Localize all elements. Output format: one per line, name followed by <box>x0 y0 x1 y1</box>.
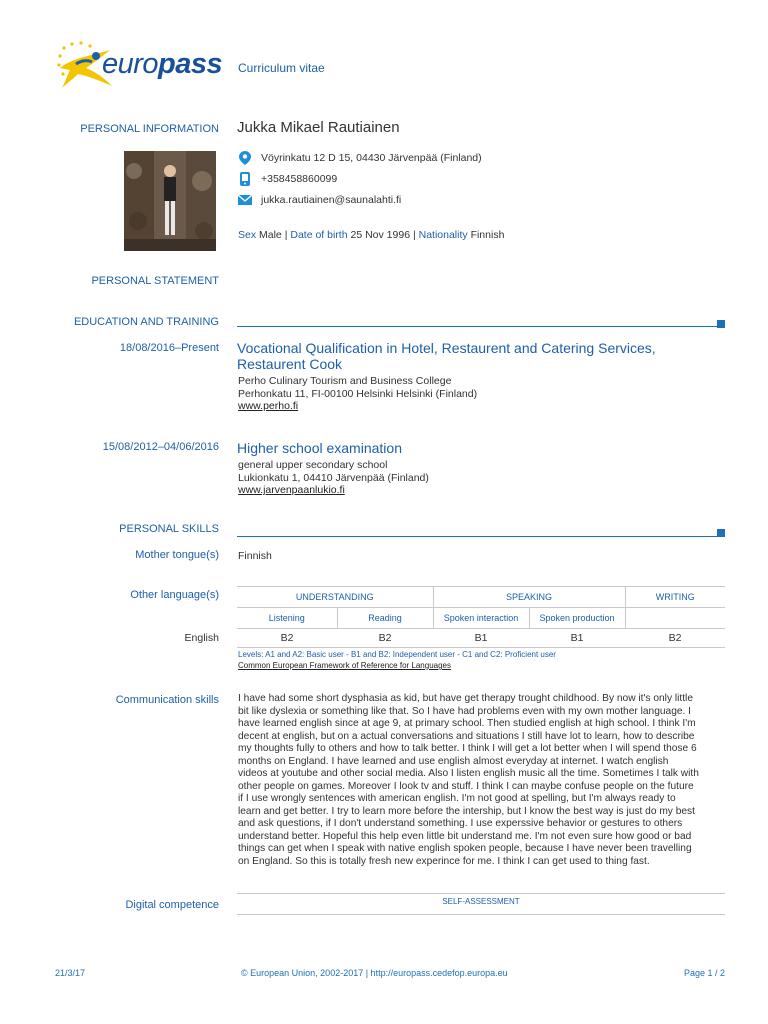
email-address[interactable]: jukka.rautiainen@saunalahti.fi <box>261 194 402 206</box>
europass-logo <box>52 38 222 90</box>
section-divider-marker <box>717 320 725 328</box>
personal-details-line <box>238 229 504 241</box>
text-line: learn and get better. I try to learn more before the intership, but I know the best way is just do my best <box>238 805 695 817</box>
separator: | <box>284 229 288 241</box>
logo-text-euro: euro <box>102 48 159 80</box>
profile-photo-image <box>124 151 216 251</box>
section-label-personal-skills: PERSONAL SKILLS <box>119 523 219 535</box>
self-assessment-label: SELF-ASSESSMENT <box>442 897 520 906</box>
text-line: on England. So this is totally fresh new experince for me. I think I can get used to thing fast. <box>238 855 650 867</box>
dob-label: Date of birth <box>290 229 348 241</box>
text-line: have learned english since at age 9, at primary school. Then studied english at high school. I think I'm <box>238 718 696 729</box>
english-writing: B2 <box>625 629 725 648</box>
section-label-education: EDUCATION AND TRAINING <box>73 316 219 328</box>
mother-tongue-label: Mother tongue(s) <box>135 549 219 561</box>
separator: | <box>412 229 416 241</box>
phone-row <box>238 172 337 186</box>
address-row <box>238 151 482 165</box>
education-title-2: Higher school examination <box>237 440 402 456</box>
education-link-1[interactable]: www.perho.fi <box>238 400 299 412</box>
education-dates-1: 18/08/2016–Present <box>119 342 219 354</box>
section-divider <box>237 536 717 537</box>
education-institution-2: general upper secondary school <box>238 459 388 471</box>
education-title-1-line1: Vocational Qualification in Hotel, Restaurent and Catering Services, <box>237 340 656 356</box>
section-divider-marker <box>717 529 725 537</box>
subheader-listening: Listening <box>237 608 337 629</box>
nationality-label: Nationality <box>418 229 468 241</box>
text-line: my thoughts fully to others and how to talk better. I think I will get a lot better when I will spend those 6 <box>238 743 697 754</box>
education-address-1: Perhonkatu 11, FI-00100 Helsinki Helsinki (Finland) <box>238 387 478 400</box>
table-row <box>237 629 725 648</box>
mother-tongue-value: Finnish <box>238 550 272 562</box>
text-line: months on England. I have learned and use english almost everyday at internet. I watch english <box>238 755 669 767</box>
subheader-spoken-interaction: Spoken interaction <box>433 608 529 629</box>
text-line: things can get when I speak with native english spoken people, because I have never been travelling <box>238 843 692 854</box>
text-line: if I use wrongly sentences with american english. I'm not good at spelling, but I'm always ready to <box>238 793 676 804</box>
subheader-writing-empty <box>625 608 725 629</box>
person-name: Jukka Mikael Rautiainen <box>237 119 400 136</box>
education-details-2 <box>238 459 429 497</box>
communication-skills-text <box>238 693 728 868</box>
footer-date: 21/3/17 <box>55 968 86 978</box>
education-title-1-line2: Restaurent Cook <box>237 356 343 372</box>
education-link-2[interactable]: www.jarvenpaanlukio.fi <box>238 484 345 496</box>
communication-skills-label: Communication skills <box>115 694 219 706</box>
english-reading: B2 <box>337 629 433 648</box>
education-title-1 <box>237 340 656 372</box>
email-row <box>238 193 401 207</box>
section-label-personal-information: PERSONAL INFORMATION <box>80 123 219 135</box>
subheader-reading: Reading <box>337 608 433 629</box>
section-divider <box>237 326 717 327</box>
logo-text-pass: pass <box>158 48 223 80</box>
language-table-subheaders <box>237 608 725 629</box>
text-line: I have had some short dysphasia as kid, but have get therapy trought childhood. By now it's only little <box>238 693 693 704</box>
english-spoken-production: B1 <box>529 629 625 648</box>
phone-number[interactable]: +358458860099 <box>261 173 338 185</box>
subheader-spoken-production: Spoken production <box>529 608 625 629</box>
profile-photo <box>124 151 216 251</box>
sex-label: Sex <box>238 229 257 241</box>
group-understanding: UNDERSTANDING <box>237 587 433 608</box>
english-listening: B2 <box>237 629 337 648</box>
education-dates-2: 15/08/2012–04/06/2016 <box>102 441 219 453</box>
language-skills-table <box>237 586 725 648</box>
education-details-1 <box>238 375 477 413</box>
nationality-value: Finnish <box>470 229 505 241</box>
group-writing: WRITING <box>625 587 725 608</box>
location-pin-icon <box>238 151 252 165</box>
text-line: bit like dyslexia or something like that. So I have had problems even with my own mother language. I <box>238 705 692 717</box>
education-institution-1: Perho Culinary Tourism and Business College <box>238 375 452 387</box>
levels-note: Levels: A1 and A2: Basic user - B1 and B2: Independent user - C1 and C2: Proficient user <box>238 650 556 659</box>
group-speaking: SPEAKING <box>433 587 625 608</box>
footer-page-number: Page 1 / 2 <box>683 968 725 978</box>
cefr-link[interactable]: Common European Framework of Reference for Languages <box>238 661 451 670</box>
language-table-groups <box>237 587 725 608</box>
other-languages-label: Other language(s) <box>130 589 219 601</box>
document-title: Curriculum vitae <box>238 61 325 75</box>
dob-value: 25 Nov 1996 <box>350 229 411 241</box>
self-assessment-header <box>237 893 725 915</box>
address: Vöyrinkatu 12 D 15, 04430 Järvenpää (Finland) <box>261 152 482 164</box>
education-address-2: Lukionkatu 1, 04410 Järvenpää (Finland) <box>238 471 429 484</box>
text-line: decent at english, but on a actual conversations and situations I still have lot to learn, how to describe <box>238 730 695 742</box>
sex-value: Male <box>259 229 282 241</box>
digital-competence-label: Digital competence <box>125 899 219 911</box>
mobile-phone-icon <box>238 172 252 186</box>
text-line: other people on games. Moreover I look tv and stuff. I think I can maybe confuse people on the future <box>238 780 694 792</box>
footer-copyright[interactable]: © European Union, 2002-2017 | http://europass.cedefop.europa.eu <box>241 968 508 978</box>
text-line: and ask questions, if I don't understand something. I use experssive behavior or gestures to others <box>238 818 683 829</box>
text-line: videos at youtube and other social media. Also I listen english music all the time. Sometimes I talk with <box>238 768 699 779</box>
envelope-icon <box>238 193 252 207</box>
language-name-english: English <box>184 632 219 644</box>
english-spoken-interaction: B1 <box>433 629 529 648</box>
section-label-personal-statement: PERSONAL STATEMENT <box>91 275 219 287</box>
text-line: understand better. Hopeful this help even little bit understand me. I'm not even sure how good or bad <box>238 830 692 842</box>
